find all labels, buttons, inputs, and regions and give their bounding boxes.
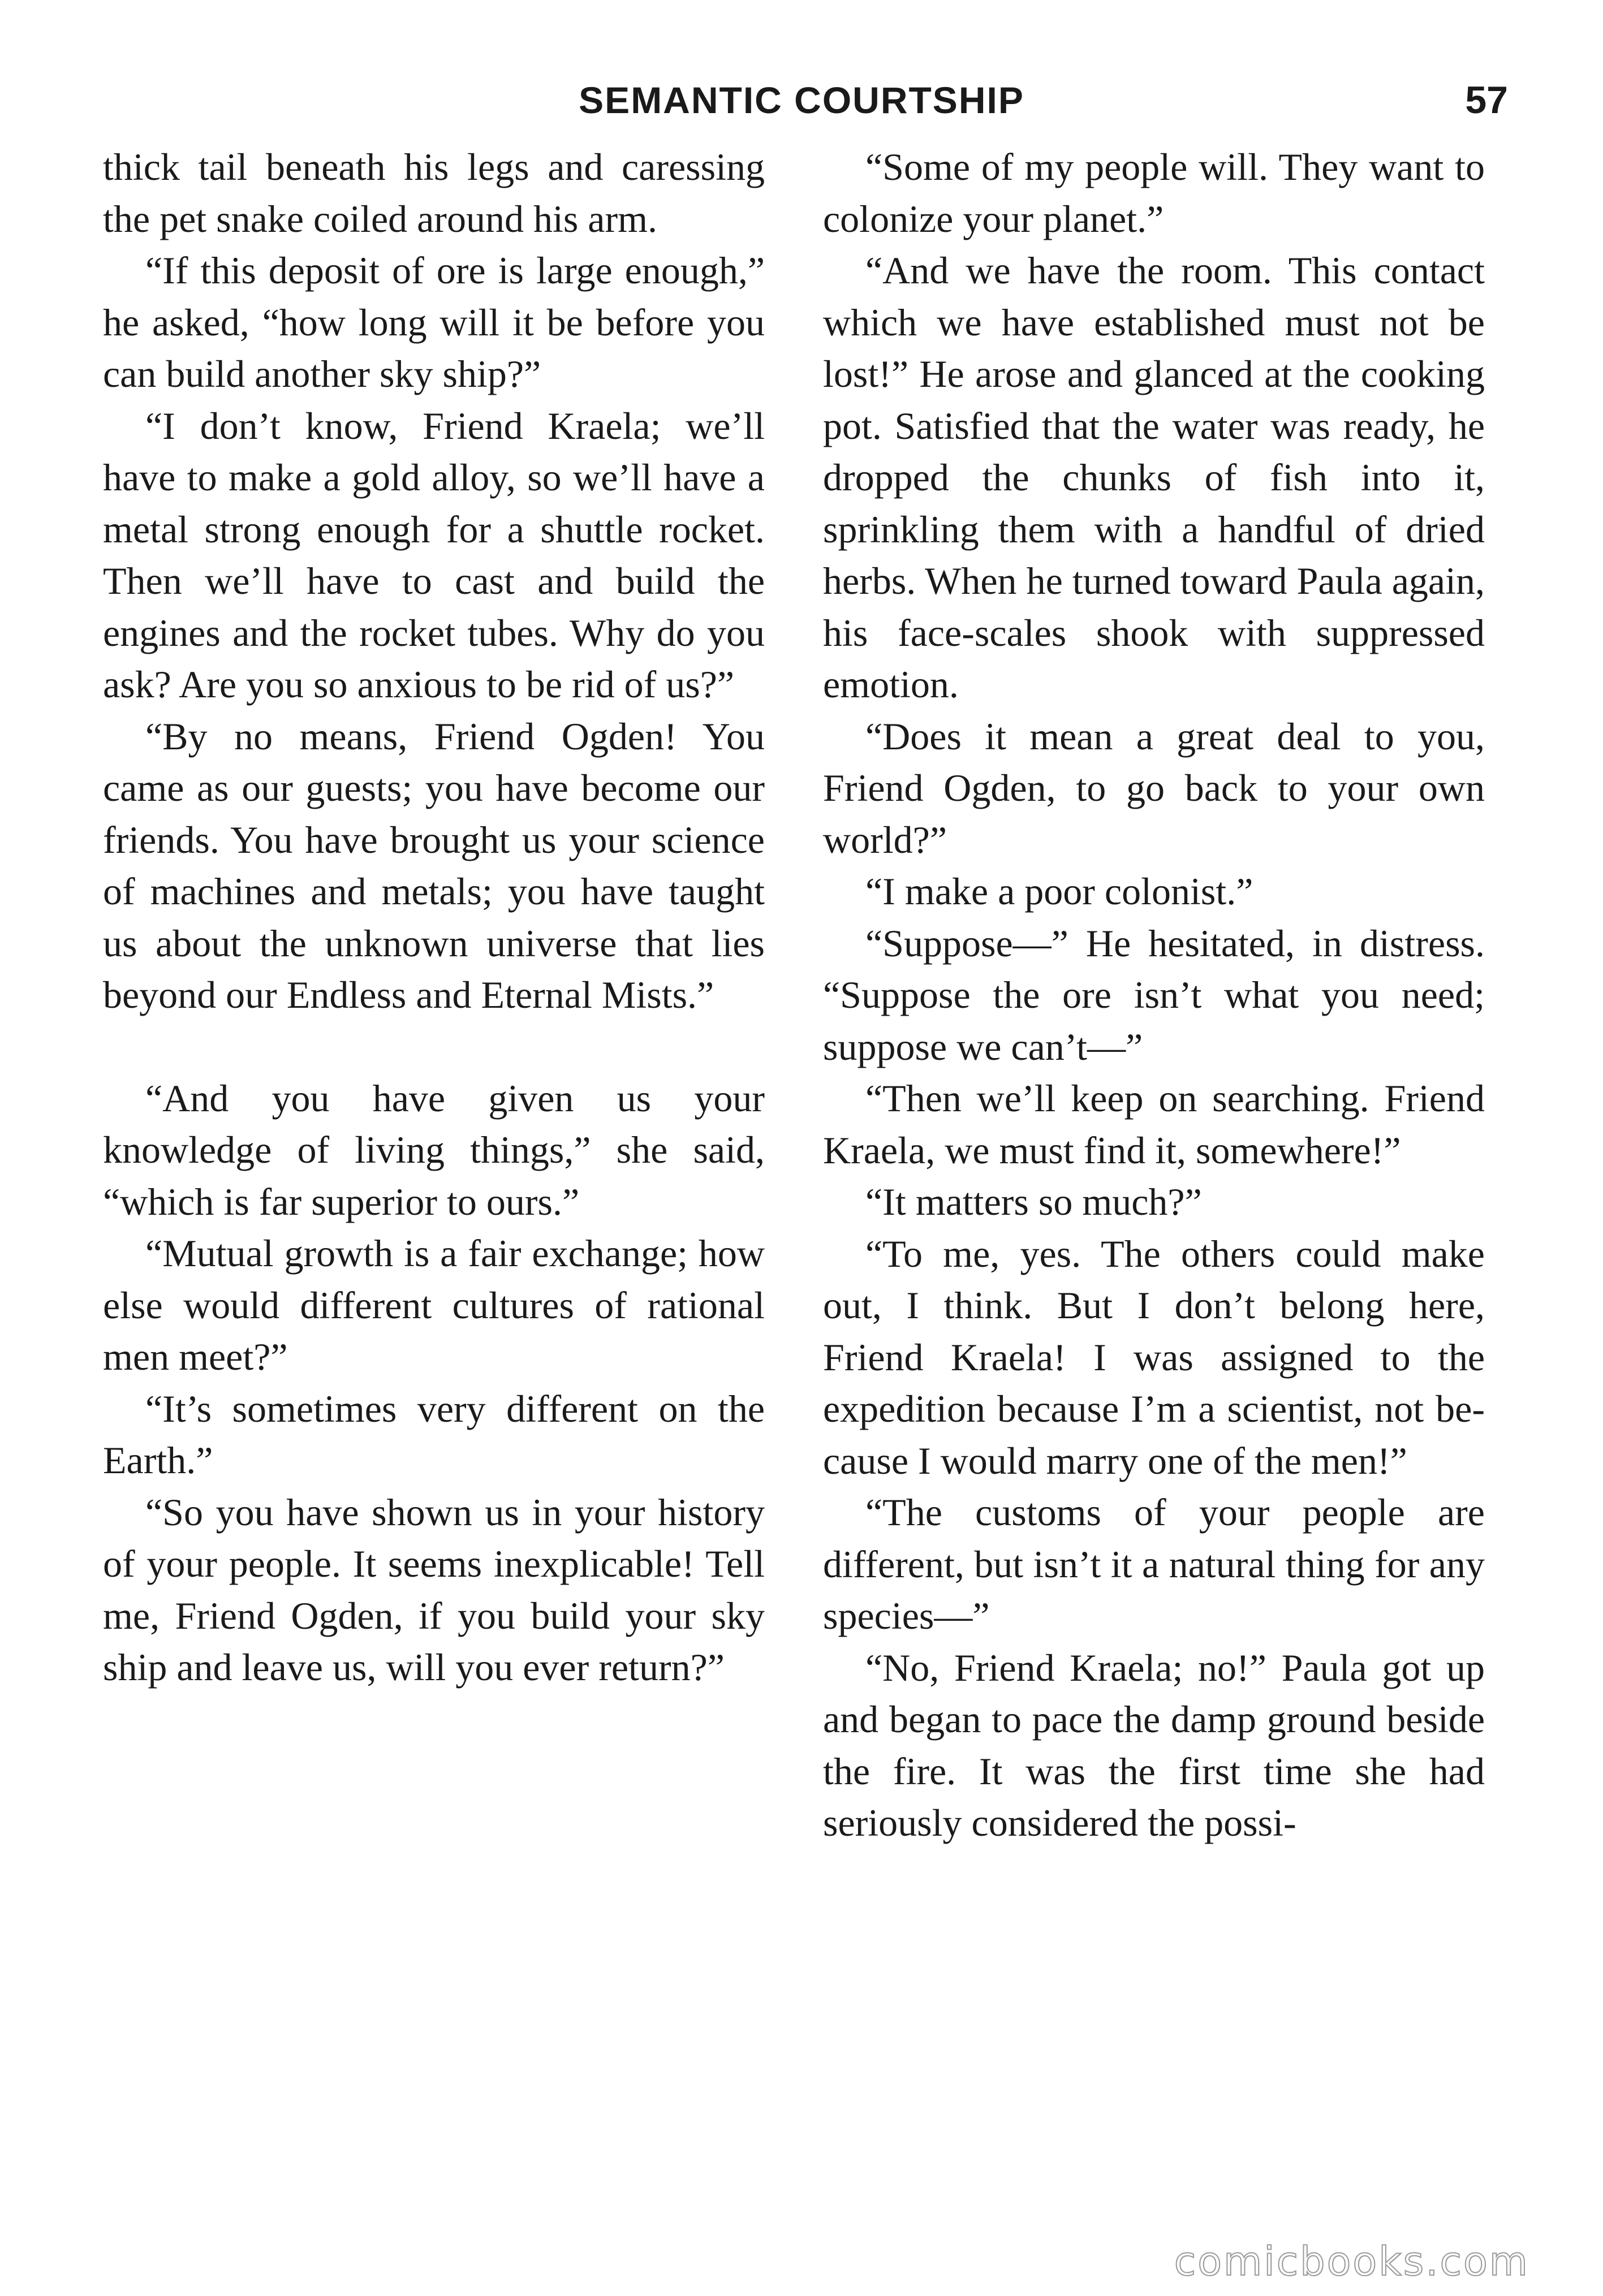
- page-number: 57: [1465, 79, 1508, 122]
- paragraph: “I don’t know, Friend Kraela; we’ll have to make a gold alloy, so we’ll have a metal strong enough for a shuttle rocket. Then we’ll have to cast and build the engines and the rocket tubes. Why do you ask? Are you so anxious to be rid of us?”: [103, 404, 765, 706]
- paragraph: “And you have given us your knowledge of living things,” she said, “which is far superior to ours.”: [103, 1076, 765, 1223]
- paragraph: “It matters so much?”: [865, 1180, 1202, 1223]
- paragraph: “It’s sometimes very different on the Earth.”: [103, 1387, 765, 1482]
- paragraph: “Mutual growth is a fair exchange; how else would different cultures of rational men meet?”: [103, 1232, 765, 1378]
- watermark: comicbooks.com: [1174, 2238, 1529, 2285]
- paragraph: “I make a poor colonist.”: [865, 870, 1253, 913]
- right-text-column: [823, 141, 1485, 1849]
- paragraph: “So you have shown us in your history of your people. It seems inexplicable! Tell me, Friend Ogden, if you build your sky ship and leave us, will you ever return?”: [103, 1490, 765, 1689]
- paragraph: “Suppose—” He hesitated, in distress. “Suppose the ore isn’t what you need; suppose we can’t—”: [823, 921, 1485, 1068]
- paragraph: “Then we’ll keep on searching. Friend Kraela, we must find it, somewhere!”: [823, 1077, 1485, 1172]
- paragraph: “And we have the room. This contact which we have established must not be lost!” He arose and glanced at the cooking pot. Satisfied that the water was ready, he dropped the chunks of fish into it, sprinkling them with a handful of dried herbs. When he turned toward Paula again, his face-scales shook with suppressed emotion.: [823, 249, 1485, 706]
- paragraph: “To me, yes. The others could make out, I think. But I don’t belong here, Friend Kraela! I was assigned to the expedition because I’m a scientist, not because I would marry one of the men!”: [823, 1232, 1485, 1482]
- running-title: SEMANTIC COURTSHIP: [579, 79, 1024, 121]
- paragraph: “Does it mean a great deal to you, Friend Ogden, to go back to your own world?”: [823, 714, 1485, 861]
- paragraph: “Some of my people will. They want to colonize your planet.”: [823, 145, 1485, 240]
- paragraph: “The customs of your people are different, but isn’t it a natural thing for any species—”: [823, 1491, 1485, 1637]
- paragraph: thick tail beneath his legs and caressing the pet snake coiled around his arm.: [103, 145, 765, 240]
- left-text-column: [103, 141, 765, 1694]
- paragraph: “No, Friend Kraela; no!” Paula got up and began to pace the damp ground beside the fire. It was the first time she had seriously considered the possi-: [823, 1646, 1485, 1844]
- paragraph: “By no means, Friend Ogden! You came as our guests; you have become our friends. You have brought us your science of machines and metals; you have taught us about the unknown universe that lies beyond our Endless and Eternal Mists.”: [103, 714, 765, 1016]
- running-header: [0, 69, 1603, 131]
- paragraph: “If this deposit of ore is large enough,” he asked, “how long will it be before you can build another sky ship?”: [103, 249, 765, 395]
